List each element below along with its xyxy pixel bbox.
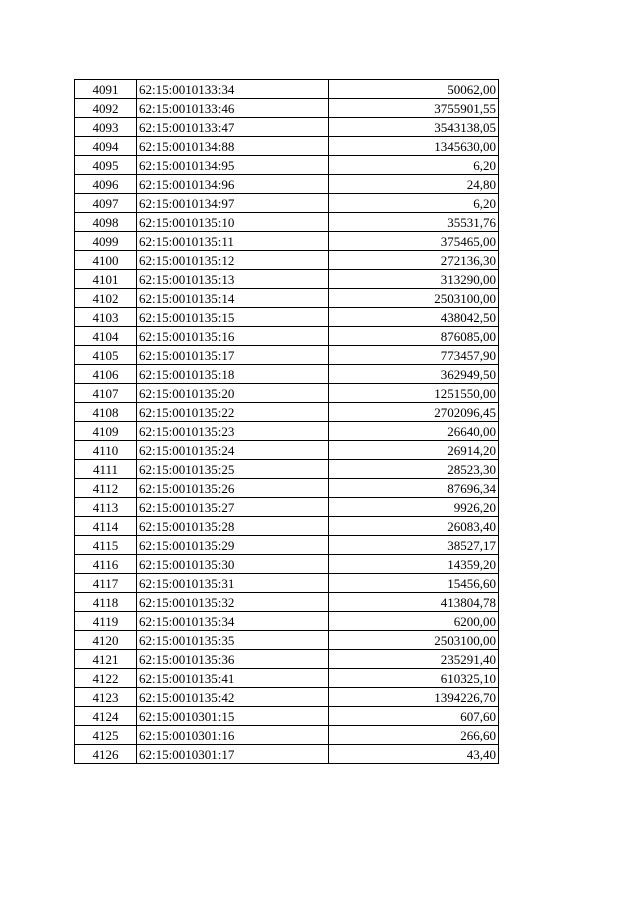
table-row: [75, 593, 499, 612]
table-row: [75, 137, 499, 156]
cadastral-value-cell: 2503100,00: [329, 289, 499, 308]
table-row: [75, 669, 499, 688]
row-number-cell: 4112: [75, 479, 137, 498]
row-number-cell: 4093: [75, 118, 137, 137]
cadastral-value-cell: 2503100,00: [329, 631, 499, 650]
row-number-cell: 4111: [75, 460, 137, 479]
cadastral-number-cell: 62:15:0010135:16: [137, 327, 329, 346]
cadastral-value-cell: 24,80: [329, 175, 499, 194]
cadastral-value-cell: 266,60: [329, 726, 499, 745]
cadastral-value-cell: 9926,20: [329, 498, 499, 517]
row-number-cell: 4113: [75, 498, 137, 517]
cadastral-value-cell: 272136,30: [329, 251, 499, 270]
table-row: [75, 707, 499, 726]
table-row: [75, 403, 499, 422]
row-number-cell: 4101: [75, 270, 137, 289]
table-row: [75, 612, 499, 631]
cadastral-number-cell: 62:15:0010133:34: [137, 80, 329, 99]
cadastral-number-cell: 62:15:0010135:36: [137, 650, 329, 669]
row-number-cell: 4095: [75, 156, 137, 175]
cadastral-number-cell: 62:15:0010135:31: [137, 574, 329, 593]
cadastral-number-cell: 62:15:0010134:88: [137, 137, 329, 156]
table-row: [75, 156, 499, 175]
row-number-cell: 4120: [75, 631, 137, 650]
cadastral-value-cell: 313290,00: [329, 270, 499, 289]
table-row: [75, 574, 499, 593]
cadastral-number-cell: 62:15:0010135:17: [137, 346, 329, 365]
cadastral-value-cell: 235291,40: [329, 650, 499, 669]
table-row: [75, 213, 499, 232]
table-row: [75, 365, 499, 384]
table-row: [75, 251, 499, 270]
table-row: [75, 327, 499, 346]
row-number-cell: 4123: [75, 688, 137, 707]
cadastral-number-cell: 62:15:0010135:18: [137, 365, 329, 384]
cadastral-value-cell: 6,20: [329, 194, 499, 213]
cadastral-value-table: [74, 79, 499, 764]
cadastral-value-cell: 1345630,00: [329, 137, 499, 156]
row-number-cell: 4091: [75, 80, 137, 99]
cadastral-number-cell: 62:15:0010301:16: [137, 726, 329, 745]
row-number-cell: 4109: [75, 422, 137, 441]
cadastral-number-cell: 62:15:0010301:17: [137, 745, 329, 764]
cadastral-value-cell: 35531,76: [329, 213, 499, 232]
table-row: [75, 650, 499, 669]
table-row: [75, 745, 499, 764]
row-number-cell: 4100: [75, 251, 137, 270]
table-row: [75, 99, 499, 118]
table-row: [75, 631, 499, 650]
table-row: [75, 270, 499, 289]
row-number-cell: 4102: [75, 289, 137, 308]
cadastral-number-cell: 62:15:0010135:26: [137, 479, 329, 498]
table-row: [75, 688, 499, 707]
cadastral-number-cell: 62:15:0010134:96: [137, 175, 329, 194]
row-number-cell: 4094: [75, 137, 137, 156]
cadastral-value-cell: 26914,20: [329, 441, 499, 460]
table-row: [75, 175, 499, 194]
cadastral-value-cell: 610325,10: [329, 669, 499, 688]
table-body: [75, 80, 499, 764]
table-row: [75, 289, 499, 308]
table-row: [75, 536, 499, 555]
table-row: [75, 726, 499, 745]
cadastral-number-cell: 62:15:0010135:20: [137, 384, 329, 403]
cadastral-number-cell: 62:15:0010135:13: [137, 270, 329, 289]
cadastral-number-cell: 62:15:0010135:41: [137, 669, 329, 688]
row-number-cell: 4124: [75, 707, 137, 726]
cadastral-value-cell: 3755901,55: [329, 99, 499, 118]
cadastral-number-cell: 62:15:0010135:34: [137, 612, 329, 631]
cadastral-number-cell: 62:15:0010135:35: [137, 631, 329, 650]
row-number-cell: 4098: [75, 213, 137, 232]
row-number-cell: 4116: [75, 555, 137, 574]
table-row: [75, 232, 499, 251]
cadastral-number-cell: 62:15:0010134:97: [137, 194, 329, 213]
cadastral-number-cell: 62:15:0010135:24: [137, 441, 329, 460]
cadastral-value-cell: 14359,20: [329, 555, 499, 574]
cadastral-value-cell: 87696,34: [329, 479, 499, 498]
cadastral-value-cell: 413804,78: [329, 593, 499, 612]
cadastral-number-cell: 62:15:0010301:15: [137, 707, 329, 726]
table-row: [75, 118, 499, 137]
row-number-cell: 4115: [75, 536, 137, 555]
row-number-cell: 4114: [75, 517, 137, 536]
table-row: [75, 422, 499, 441]
row-number-cell: 4096: [75, 175, 137, 194]
cadastral-value-cell: 26083,40: [329, 517, 499, 536]
cadastral-value-cell: 6,20: [329, 156, 499, 175]
cadastral-value-cell: 43,40: [329, 745, 499, 764]
table-row: [75, 498, 499, 517]
row-number-cell: 4121: [75, 650, 137, 669]
cadastral-value-cell: 38527,17: [329, 536, 499, 555]
cadastral-value-cell: 2702096,45: [329, 403, 499, 422]
row-number-cell: 4104: [75, 327, 137, 346]
cadastral-number-cell: 62:15:0010135:10: [137, 213, 329, 232]
row-number-cell: 4108: [75, 403, 137, 422]
cadastral-number-cell: 62:15:0010135:27: [137, 498, 329, 517]
cadastral-value-cell: 15456,60: [329, 574, 499, 593]
cadastral-number-cell: 62:15:0010135:25: [137, 460, 329, 479]
table-row: [75, 460, 499, 479]
cadastral-value-cell: 1394226,70: [329, 688, 499, 707]
cadastral-value-cell: 28523,30: [329, 460, 499, 479]
cadastral-value-cell: 1251550,00: [329, 384, 499, 403]
cadastral-number-cell: 62:15:0010135:29: [137, 536, 329, 555]
table-row: [75, 517, 499, 536]
table-row: [75, 308, 499, 327]
row-number-cell: 4097: [75, 194, 137, 213]
cadastral-value-cell: 6200,00: [329, 612, 499, 631]
row-number-cell: 4126: [75, 745, 137, 764]
table-row: [75, 555, 499, 574]
row-number-cell: 4107: [75, 384, 137, 403]
row-number-cell: 4119: [75, 612, 137, 631]
row-number-cell: 4103: [75, 308, 137, 327]
cadastral-value-cell: 773457,90: [329, 346, 499, 365]
table-row: [75, 346, 499, 365]
cadastral-value-cell: 26640,00: [329, 422, 499, 441]
cadastral-value-cell: 438042,50: [329, 308, 499, 327]
cadastral-value-cell: 607,60: [329, 707, 499, 726]
table-row: [75, 80, 499, 99]
cadastral-number-cell: 62:15:0010135:11: [137, 232, 329, 251]
cadastral-number-cell: 62:15:0010135:32: [137, 593, 329, 612]
cadastral-number-cell: 62:15:0010135:30: [137, 555, 329, 574]
row-number-cell: 4106: [75, 365, 137, 384]
row-number-cell: 4105: [75, 346, 137, 365]
cadastral-number-cell: 62:15:0010135:22: [137, 403, 329, 422]
cadastral-number-cell: 62:15:0010134:95: [137, 156, 329, 175]
row-number-cell: 4125: [75, 726, 137, 745]
cadastral-number-cell: 62:15:0010135:42: [137, 688, 329, 707]
cadastral-number-cell: 62:15:0010133:46: [137, 99, 329, 118]
table-row: [75, 479, 499, 498]
table-row: [75, 194, 499, 213]
cadastral-value-cell: 375465,00: [329, 232, 499, 251]
row-number-cell: 4099: [75, 232, 137, 251]
row-number-cell: 4118: [75, 593, 137, 612]
table-row: [75, 384, 499, 403]
cadastral-number-cell: 62:15:0010135:14: [137, 289, 329, 308]
cadastral-number-cell: 62:15:0010135:23: [137, 422, 329, 441]
cadastral-value-cell: 362949,50: [329, 365, 499, 384]
row-number-cell: 4110: [75, 441, 137, 460]
row-number-cell: 4117: [75, 574, 137, 593]
cadastral-number-cell: 62:15:0010135:15: [137, 308, 329, 327]
table-row: [75, 441, 499, 460]
row-number-cell: 4092: [75, 99, 137, 118]
cadastral-number-cell: 62:15:0010133:47: [137, 118, 329, 137]
cadastral-value-cell: 3543138,05: [329, 118, 499, 137]
cadastral-value-cell: 50062,00: [329, 80, 499, 99]
cadastral-number-cell: 62:15:0010135:28: [137, 517, 329, 536]
cadastral-value-cell: 876085,00: [329, 327, 499, 346]
cadastral-number-cell: 62:15:0010135:12: [137, 251, 329, 270]
row-number-cell: 4122: [75, 669, 137, 688]
